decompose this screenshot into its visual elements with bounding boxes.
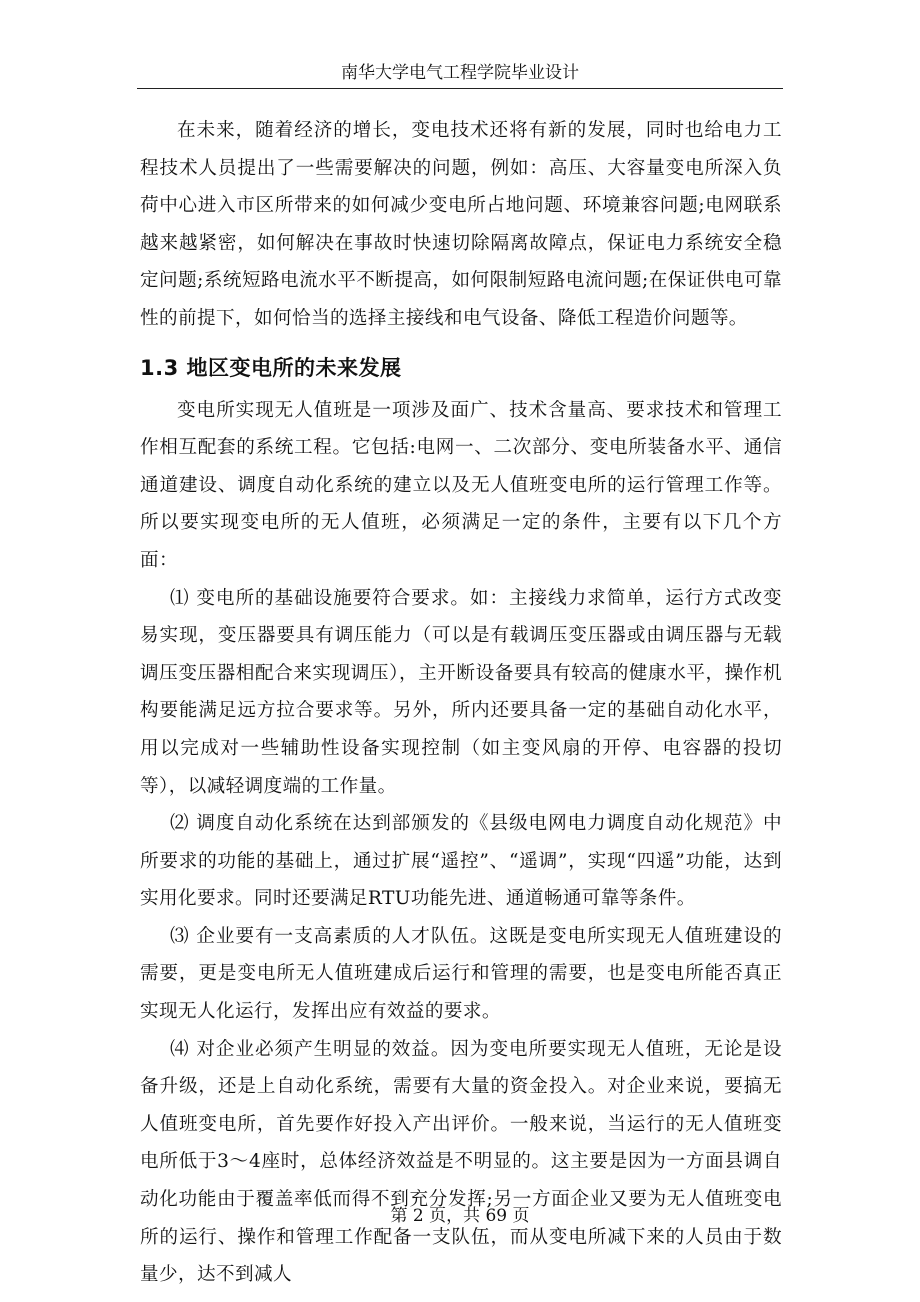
list-item-2: ⑵ 调度自动化系统在达到部颁发的《县级电网电力调度自动化规范》中所要求的功能的基础上，通过扩展“遥控”、“遥调”，实现“四遥”功能，达到实用化要求。同时还要满足RTU功能先进、通道畅通可靠等条件。	[140, 813, 782, 910]
list-item-4: ⑷ 对企业必须产生明显的效益。因为变电所要实现无人值班，无论是设备升级，还是上自动化系统，需要有大量的资金投入。对企业来说，要搞无人值班变电所，首先要作好投入产出评价。一般来说，当运行的无人值班变电所低于3～4座时，总体经济效益是不明显的。这主要是因为一方面县调自动化功能由于覆盖率低而得不到充分发挥;另一方面企业又要为无人值班变电所的运行、操作和管理工作配备一支队伍，而从变电所减下来的人员由于数量少，达不到减人	[140, 1038, 782, 1286]
document-body	[140, 112, 782, 1294]
section-heading: 1.3 地区变电所的未来发展	[140, 355, 402, 380]
list-item-3: ⑶ 企业要有一支高素质的人才队伍。这既是变电所实现无人值班建设的需要，更是变电所无人值班建成后运行和管理的需要，也是变电所能否真正实现无人化运行，发挥出应有效益的要求。	[140, 925, 782, 1023]
section-intro-paragraph: 变电所实现无人值班是一项涉及面广、技术含量高、要求技术和管理工作相互配套的系统工程。它包括:电网一、二次部分、变电所装备水平、通信通道建设、调度自动化系统的建立以及无人值班变电所的运行管理工作等。所以要实现变电所的无人值班，必须满足一定的条件，主要有以下几个方面：	[140, 399, 782, 571]
header-divider	[137, 88, 783, 89]
page-number-footer: 第 2 页，共 69 页	[390, 1206, 530, 1226]
list-item-1: ⑴ 变电所的基础设施要符合要求。如：主接线力求简单，运行方式改变易实现，变压器要具有调压能力（可以是有载调压变压器或由调压器与无载调压变压器相配合来实现调压），主开断设备要具有较高的健康水平，操作机构要能满足远方拉合要求等。另外，所内还要具备一定的基础自动化水平，用以完成对一些辅助性设备实现控制（如主变风扇的开停、电容器的投切等），以减轻调度端的工作量。	[140, 587, 782, 797]
page-header-title: 南华大学电气工程学院毕业设计	[341, 63, 579, 83]
intro-paragraph: 在未来，随着经济的增长，变电技术还将有新的发展，同时也给电力工程技术人员提出了一些需要解决的问题，例如：高压、大容量变电所深入负荷中心进入市区所带来的如何减少变电所占地问题、环境兼容问题;电网联系越来越紧密，如何解决在事故时快速切除隔离故障点，保证电力系统安全稳定问题;系统短路电流水平不断提高，如何限制短路电流问题;在保证供电可靠性的前提下，如何恰当的选择主接线和电气设备、降低工程造价问题等。	[140, 120, 782, 329]
